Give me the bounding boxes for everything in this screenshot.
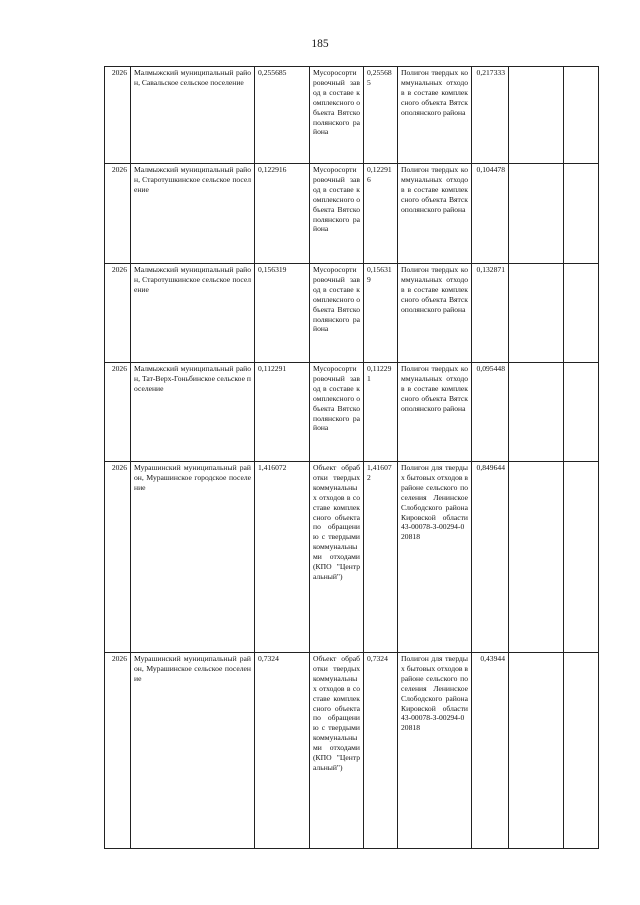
municipality-cell: Мурашинский муниципальный район, Мурашинское городское поселение [131,462,255,653]
processed-volume-cell: 0,122916 [364,164,398,264]
volume-cell: 0,255685 [255,67,310,164]
empty-cell [564,164,599,264]
municipality-cell: Малмыжский муниципальный район, Старотушкинское сельское поселение [131,264,255,363]
year-cell: 2026 [105,264,131,363]
empty-cell [564,67,599,164]
processing-object-cell: Мусоросортировочный завод в составе комплексного объекта Вятскополянского района [310,264,364,363]
table-row [105,67,599,164]
waste-flow-table [104,66,599,849]
destination-cell: Полигон твердых коммунальных отходов в составе комплексного объекта Вятскополянского района [398,67,472,164]
processing-object-cell: Объект обработки твердых коммунальных отходов в составе комплексного объекта по обращению с твердыми коммунальными отходами (КПО "Центральный") [310,462,364,653]
table-row [105,462,599,653]
empty-cell [509,363,564,462]
empty-cell [509,67,564,164]
volume-cell: 0,112291 [255,363,310,462]
municipality-cell: Мурашинский муниципальный район, Мурашинское сельское поселение [131,653,255,849]
table-row [105,653,599,849]
table-row [105,264,599,363]
volume-cell: 1,416072 [255,462,310,653]
empty-cell [564,462,599,653]
ratio-cell: 0,095448 [472,363,509,462]
volume-cell: 0,122916 [255,164,310,264]
page-number: 185 [311,38,329,50]
table-row [105,164,599,264]
ratio-cell: 0,849644 [472,462,509,653]
processed-volume-cell: 0,7324 [364,653,398,849]
processing-object-cell: Мусоросортировочный завод в составе комплексного объекта Вятскополянского района [310,164,364,264]
year-cell: 2026 [105,653,131,849]
municipality-cell: Малмыжский муниципальный район, Старотушкинское сельское поселение [131,164,255,264]
empty-cell [509,264,564,363]
year-cell: 2026 [105,164,131,264]
year-cell: 2026 [105,363,131,462]
municipality-cell: Малмыжский муниципальный район, Савальское сельское поселение [131,67,255,164]
empty-cell [564,264,599,363]
ratio-cell: 0,43944 [472,653,509,849]
processing-object-cell: Мусоросортировочный завод в составе комплексного объекта Вятскополянского района [310,363,364,462]
destination-cell: Полигон для твердых бытовых отходов в районе сельского поселения Ленинское Слободского района Кировской области 43-00078-З-00294-020818 [398,653,472,849]
volume-cell: 0,7324 [255,653,310,849]
destination-cell: Полигон твердых коммунальных отходов в составе комплексного объекта Вятскополянского района [398,363,472,462]
empty-cell [509,462,564,653]
processed-volume-cell: 1,416072 [364,462,398,653]
table-row [105,363,599,462]
destination-cell: Полигон твердых коммунальных отходов в составе комплексного объекта Вятскополянского района [398,164,472,264]
ratio-cell: 0,132871 [472,264,509,363]
volume-cell: 0,156319 [255,264,310,363]
empty-cell [564,363,599,462]
year-cell: 2026 [105,67,131,164]
processing-object-cell: Объект обработки твердых коммунальных отходов в составе комплексного объекта по обращению с твердыми коммунальными отходами (КПО "Центральный") [310,653,364,849]
destination-cell: Полигон твердых коммунальных отходов в составе комплексного объекта Вятскополянского района [398,264,472,363]
destination-cell: Полигон для твердых бытовых отходов в районе сельского поселения Ленинское Слободского района Кировской области 43-00078-З-00294-020818 [398,462,472,653]
empty-cell [564,653,599,849]
processed-volume-cell: 0,156319 [364,264,398,363]
empty-cell [509,653,564,849]
ratio-cell: 0,217333 [472,67,509,164]
empty-cell [509,164,564,264]
year-cell: 2026 [105,462,131,653]
processing-object-cell: Мусоросортировочный завод в составе комплексного объекта Вятскополянского района [310,67,364,164]
municipality-cell: Малмыжский муниципальный район, Тат-Верх-Гоньбинское сельское поселение [131,363,255,462]
processed-volume-cell: 0,255685 [364,67,398,164]
processed-volume-cell: 0,112291 [364,363,398,462]
ratio-cell: 0,104478 [472,164,509,264]
